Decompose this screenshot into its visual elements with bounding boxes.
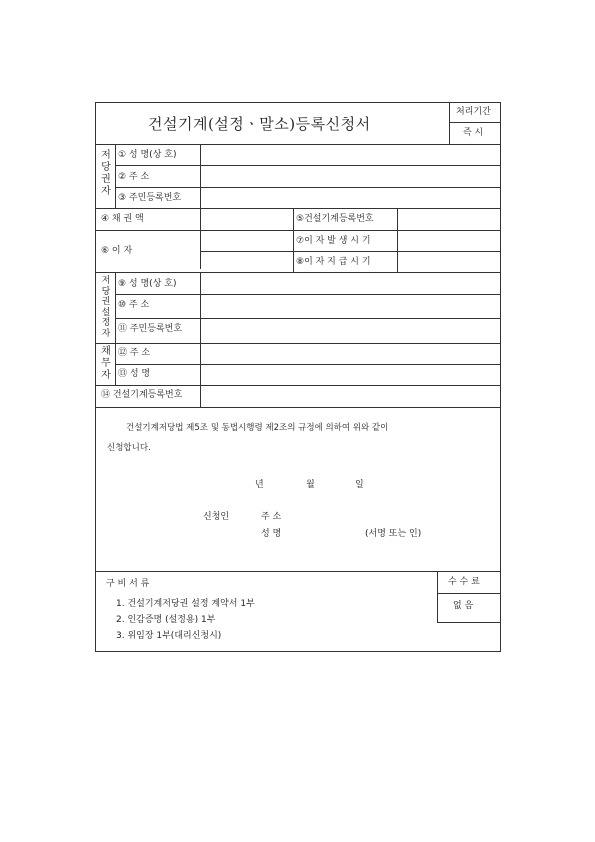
date-month-label: 월	[306, 480, 315, 490]
mortgagee-address-label: ② 주 소	[118, 172, 150, 182]
sign-label: (서명 또는 인)	[365, 529, 422, 539]
claim-reg-no-field[interactable]	[398, 209, 500, 229]
statement-line1: 건설기계저당법 제5조 및 동법시행령 제2조의 규정에 의하여 위와 같이	[126, 423, 389, 433]
form-title: 건설기계(설정ㆍ말소)등록신청서	[148, 115, 371, 133]
claim-reg-no-label: ⑤건설기계등록번호	[296, 214, 374, 224]
document-item: 3. 위임장 1부(대리신청시)	[116, 631, 222, 641]
mortgagor-rrn-field[interactable]	[201, 319, 500, 342]
claim-amount-field[interactable]	[201, 209, 292, 229]
debtor-name-label: ⑬ 성 명	[118, 369, 151, 379]
mortgagee-group-label: 저 당 권 자	[101, 150, 111, 197]
mortgagee-address-field[interactable]	[201, 166, 500, 186]
divider	[95, 571, 501, 572]
mortgagee-name-label: ① 성 명(상 호)	[118, 150, 177, 160]
interest-pay-label: ⑧이 자 지 급 시 기	[296, 257, 371, 267]
divider	[437, 593, 501, 594]
divider	[437, 622, 501, 623]
documents-header: 구 비 서 류	[106, 579, 150, 589]
applicant-name-field[interactable]	[300, 526, 360, 542]
document-item: 2. 인감증명 (설정용) 1부	[116, 615, 216, 625]
mortgagor-rrn-label: ⑪ 주민등록번호	[118, 324, 183, 334]
mortgagor-address-label: ⑩ 주 소	[118, 300, 150, 310]
fee-value: 없 음	[453, 601, 474, 611]
mortgagor-group-label: 저 당 권 설 정 자	[101, 276, 111, 339]
date-year-label: 년	[255, 480, 264, 490]
document-item: 1. 건설기계저당권 설정 계약서 1부	[116, 599, 255, 609]
mortgagee-rrn-field[interactable]	[201, 188, 500, 207]
applicant-address-field[interactable]	[300, 509, 490, 525]
interest-label: ⑥ 이 자	[101, 246, 133, 256]
debtor-name-field[interactable]	[201, 365, 500, 384]
machine-reg-label: ⑭ 건설기계등록번호	[101, 390, 183, 400]
statement-line2: 신청합니다.	[107, 443, 151, 453]
divider	[449, 102, 450, 144]
applicant-label: 신청인	[203, 512, 230, 522]
mortgagor-address-field[interactable]	[201, 295, 500, 317]
processing-period-value: 즉 시	[463, 128, 484, 138]
applicant-name-label: 성 명	[261, 529, 282, 539]
interest-pay-field[interactable]	[398, 252, 500, 271]
divider	[115, 144, 116, 208]
divider	[293, 208, 294, 272]
claim-amount-label: ④ 채 권 액	[101, 214, 144, 224]
debtor-address-label: ⑫ 주 소	[118, 348, 151, 358]
debtor-address-field[interactable]	[201, 344, 500, 363]
applicant-address-label: 주 소	[261, 512, 282, 522]
interest-start-field[interactable]	[398, 231, 500, 250]
divider	[437, 571, 438, 622]
mortgagee-rrn-label: ③ 주민등록번호	[118, 193, 182, 203]
processing-period-label: 처리기간	[456, 107, 491, 117]
machine-reg-field[interactable]	[201, 386, 500, 406]
debtor-group-label: 채 무 자	[101, 346, 111, 381]
date-day-label: 일	[355, 480, 364, 490]
mortgagor-name-label: ⑨ 성 명(상 호)	[118, 279, 177, 289]
divider	[115, 272, 116, 343]
mortgagee-name-field[interactable]	[201, 145, 500, 164]
mortgagor-name-field[interactable]	[201, 273, 500, 293]
divider	[449, 122, 501, 123]
divider	[95, 407, 501, 408]
interest-field[interactable]	[201, 231, 292, 271]
interest-start-label: ⑦이 자 발 생 시 기	[296, 236, 371, 246]
fee-label: 수 수 료	[448, 577, 480, 587]
